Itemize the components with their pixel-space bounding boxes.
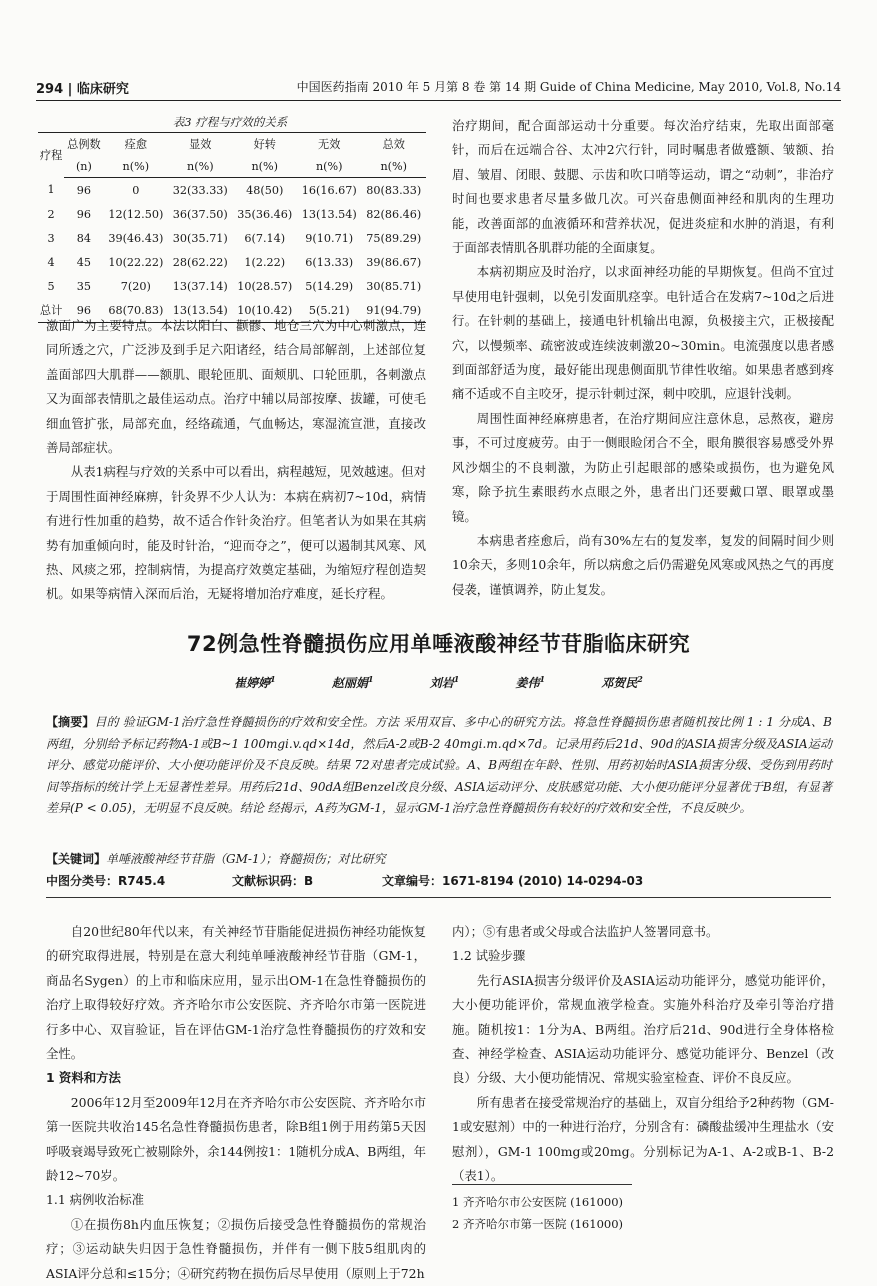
table-cell: 82(86.46) [366, 207, 422, 221]
table-cell: 13(13.54) [168, 298, 232, 323]
table-cell: 36(37.50) [172, 207, 228, 221]
page-header [36, 78, 841, 100]
document-code: 文献标识码：B [232, 874, 314, 888]
article-number: 文章编号：1671-8194 (2010) 14-0294-03 [382, 874, 644, 888]
author: 赵丽娟$^1$ [331, 674, 374, 690]
paragraph: 治疗期间，配合面部运动十分重要。每次治疗结束，先取出面部毫针，而后在远端合谷、太冲2穴行针，同时嘱患者做蹙额、皱额、抬眉、皱眉、闭眼、鼓腮、示齿和吹口哨等运动，谓之“动刺”，非治疗时间也要求患者尽量多做几次。可兴奋患侧面神经和肌肉的生理功能，改善面部的血液循环和营养状况，促进炎症和水肿的消退，有利于面部表情肌各肌群功能的全面康复。 [452, 118, 834, 256]
clc-number: 中图分类号：R745.4 [46, 874, 166, 888]
table-row [38, 178, 426, 203]
table-cell: 0 [132, 183, 140, 197]
subsection-heading: 1.2 试验步骤 [452, 948, 526, 964]
th-unit: n(%) [297, 155, 361, 178]
table-row [38, 274, 426, 298]
table-cell: 30(85.71) [366, 279, 422, 293]
th-total: 总例数 [64, 133, 103, 156]
table-row [38, 250, 426, 274]
paragraph: 所有患者在接受常规治疗的基础上，双盲分组给予2种药物（GM-1或安慰剂）中的一种进行治疗，分别含有：磷酸盐缓冲生理盐水（安慰剂），GM-1 100mg或20mg。分别标记为A-1、A-2或B-1、B-2（表1）。 [452, 1094, 834, 1184]
table-cell: 39(46.43) [108, 231, 164, 245]
right-column-body [452, 920, 834, 1188]
abstract-text: 目的 验证GM-1治疗急性脊髓损伤的疗效和安全性。方法 采用双盲、多中心的研究方法。将急性脊髓损伤患者随机按比例 1 : 1 分成A、B两组，分别给予标记药物A-1或B~1 100mgi.v.qd×14d，然后A-2或B-2 40mgi.m.qd×7d。记录用药后21d、90d的ASIA损害分级及ASIA运动评分、感觉功能评价、大小便功能评价及不良反映。结果 72对患者完成试验。A、B两组在年龄、性别、用药初始时ASIA损害分级、受伤到用药时间等指标的统计学上无显著性差异。用药后21d、90dA组Benzel改良分级、ASIA运动评分、皮肤感觉功能、大小便功能评分显著优于B组，有显著差异(P < 0.05)，无明显不良反映。结论 经揭示，A药为GM-1，显示GM-1治疗急性脊髓损伤有较好的疗效和安全性，不良反映少。 [46, 715, 832, 816]
table-cell: 10(28.57) [237, 279, 293, 293]
table-header-row [38, 133, 426, 156]
article-title: 72例急性脊髓损伤应用单唾液酸神经节苷脂临床研究 [186, 632, 691, 656]
left-column-top [46, 314, 426, 607]
th-unit: n(%) [361, 155, 426, 178]
table-cell: 5 [47, 279, 55, 293]
paragraph: 周围性面神经麻痹患者，在治疗期间应注意休息，忌熬夜，避房事，不可过度疲劳。由于一侧眼睑闭合不全，眼角膜很容易感受外界风沙烟尘的不良刺激，为防止引起眼部的感染或损伤，也为避免风寒，除予抗生素眼药水点眼之外，患者出门还要戴口罩、眼罩或墨镜。 [452, 410, 834, 524]
table-cell: 28(62.22) [172, 255, 228, 269]
table-cell: 5(5.21) [297, 298, 361, 323]
paragraph: 从表1病程与疗效的关系中可以看出，病程越短，见效越速。但对于周围性面神经麻痹，针灸界不少人认为：本病在病初7~10d，病情有进行性加重的趋势，故不适合作针灸治疗。但笔者认为如果在其病势有加重倾向时，能及时针治，“迎而夺之”，便可以遏制其风寒、风热、风痰之邪，控制病情，为提高疗效奠定基础，为缩短疗程创造契机。如果等病情入深而后治，无疑将增加治疗难度，延长疗程。 [46, 464, 426, 602]
paragraph: 本病患者痊愈后，尚有30%左右的复发率，复发的间隔时间少则10余天，多则10余年，所以病愈之后仍需避免风寒或风热之气的再度侵袭，谨慎调养，防止复发。 [452, 532, 834, 597]
table-cell: 3 [47, 231, 55, 245]
table-cell: 1(2.22) [244, 255, 286, 269]
footnote-rule [452, 1184, 632, 1185]
author: 刘岩$^1$ [429, 674, 460, 690]
paragraph: 激面广为主要特点。本法以阳白、颧髎、地仓三穴为中心刺激点，连同所透之穴，广泛涉及到手足六阳诸经，结合局部解剖，上述部位复盖面部四大肌群——额肌、眼轮匝肌、面颊肌、口轮匝肌，各刺激点又为面部表情肌之最佳运动点。治疗中辅以局部按摩、拔罐，可使毛细血管扩张，局部充血，经络疏通，气血畅达，寒湿流宣泄，直接改善局部症状。 [46, 318, 426, 456]
table-cell: 6(13.33) [305, 255, 354, 269]
paragraph: 先行ASIA损害分级评价及ASIA运动功能评分，感觉功能评价，大小便功能评价，常规血液学检查。实施外科治疗及牵引等治疗措施。随机按1：1分为A、B两组。治疗后21d、90d进行全身体格检查、神经学检查、ASIA运动功能评分、感觉功能评分、Benzel（改良）分级、大小便功能情况、常规实验室检查、评价不良反应。 [452, 972, 834, 1086]
header-rule [36, 100, 841, 101]
author: 姜伟$^1$ [515, 674, 546, 690]
table-cell: 80(83.33) [366, 183, 422, 197]
table-cell: 96 [76, 207, 92, 221]
section-rule [46, 897, 831, 898]
subsection-heading: 1.1 病例收治标准 [46, 1192, 144, 1208]
right-column-top [452, 114, 834, 602]
th-overall: 总效 [361, 133, 426, 156]
table-cell: 13(13.54) [301, 207, 357, 221]
table-cell: 68(70.83) [104, 298, 168, 323]
table-cell: 10(10.42) [233, 298, 297, 323]
table-header-units-row [38, 155, 426, 178]
table-cell: 35 [76, 279, 92, 293]
paragraph: 内）；⑤有患者或父母或合法监护人签署同意书。 [452, 924, 719, 939]
table-cell: 13(37.14) [172, 279, 228, 293]
footnote: 2 齐齐哈尔市第一医院 (161000) [452, 1217, 623, 1231]
table-cell: 84 [76, 231, 92, 245]
th-unit: n(%) [104, 155, 168, 178]
table-cell: 48(50) [246, 183, 284, 197]
th-unit: n(%) [233, 155, 297, 178]
table-cell: 2 [47, 207, 55, 221]
paragraph: 2006年12月至2009年12月在齐齐哈尔市公安医院、齐齐哈尔市第一医院共收治145名急性脊髓损伤患者，除B组1例于用药第5天因呼吸衰竭导致死亡被剔除外，余144例按1：1随机分成A、B两组，年龄12~70岁。 [46, 1094, 426, 1184]
keywords-label: 【关键词】 [46, 852, 107, 866]
table-cell: 39(86.67) [366, 255, 422, 269]
author-list [0, 674, 877, 691]
author: 邓贺民$^2$ [601, 674, 643, 690]
table-cell: 7(20) [120, 279, 151, 293]
table-row [38, 226, 426, 250]
author: 崔婷婷$^1$ [234, 674, 276, 690]
th-cured: 痊愈 [104, 133, 168, 156]
table-cell: 总计 [38, 298, 64, 323]
table-course-efficacy [38, 132, 426, 323]
th-unit: (n) [64, 155, 103, 178]
th-improved: 好转 [233, 133, 297, 156]
abstract-label: 【摘要】 [46, 715, 95, 729]
table-cell: 9(10.71) [305, 231, 354, 245]
table-cell: 96 [76, 183, 92, 197]
section-heading: 1 资料和方法 [46, 1070, 121, 1086]
table-cell: 5(14.29) [305, 279, 354, 293]
th-course: 疗程 [38, 133, 64, 178]
table-cell: 91(94.79) [361, 298, 426, 323]
table-cell: 6(7.14) [244, 231, 286, 245]
table-cell: 35(36.46) [237, 207, 293, 221]
table-cell: 30(35.71) [172, 231, 228, 245]
paragraph: 自20世纪80年代以来，有关神经节苷脂能促进损伤神经功能恢复的研究取得进展，特别是在意大利纯单唾液酸神经节苷脂（GM-1，商品名Sygen）的上市和临床应用，显示出OM-1在急性脊髓损伤的治疗上取得较好疗效。齐齐哈尔市公安医院、齐齐哈尔市第一医院进行多中心、双盲验证，旨在评估GM-1治疗急性脊髓损伤的疗效和安全性。 [46, 924, 426, 1062]
keywords [46, 850, 386, 867]
page-number-section: 294 | 临床研究 [36, 82, 129, 97]
table-cell: 10(22.22) [108, 255, 164, 269]
abstract [46, 712, 832, 820]
table-cell: 1 [47, 183, 55, 197]
th-marked: 显效 [168, 133, 232, 156]
table-row [38, 202, 426, 226]
table-cell: 96 [64, 298, 103, 323]
paragraph: 本病初期应及时治疗，以求面神经功能的早期恢复。但尚不宜过早使用电针强刺，以免引发面肌痉挛。电针适合在发病7~10d之后进行。在针刺的基础上，接通电针机输出电源，负极接主穴，正极接配穴，以慢频率、疏密波或连续波刺激20~30min。电流强度以患者感到面部舒适为度，最好能出现患侧面肌节律性收缩。如果患者感到疼痛不适或不自主咬牙，提示针刺过深，刺中咬肌，应退针浅刺。 [452, 264, 834, 402]
journal-running-head: 中国医药指南 2010 年 5 月第 8 卷 第 14 期 Guide of China Medicine, May 2010, Vol.8, No.14 [296, 80, 841, 94]
keywords-text: 单唾液酸神经节苷脂（GM-1）；脊髓损伤；对比研究 [106, 852, 386, 866]
table-cell: 12(12.50) [108, 207, 164, 221]
table-cell: 75(89.29) [366, 231, 422, 245]
footnote: 1 齐齐哈尔市公安医院 (161000) [452, 1195, 623, 1209]
table-cell: 4 [47, 255, 55, 269]
table-cell: 16(16.67) [301, 183, 357, 197]
table-cell: 45 [76, 255, 92, 269]
left-column-body [46, 920, 426, 1286]
paragraph: ①在损伤8h内血压恢复；②损伤后接受急性脊髓损伤的常规治疗；③运动缺失归因于急性脊髓损伤，并伴有一侧下肢5组肌肉的ASIA评分总和≤15分；④研究药物在损伤后尽早使用（原则上于72h [46, 1216, 426, 1281]
th-unit: n(%) [168, 155, 232, 178]
table-caption: 表3 疗程与疗效的关系 [172, 115, 288, 129]
table-cell: 32(33.33) [172, 183, 228, 197]
th-invalid: 无效 [297, 133, 361, 156]
